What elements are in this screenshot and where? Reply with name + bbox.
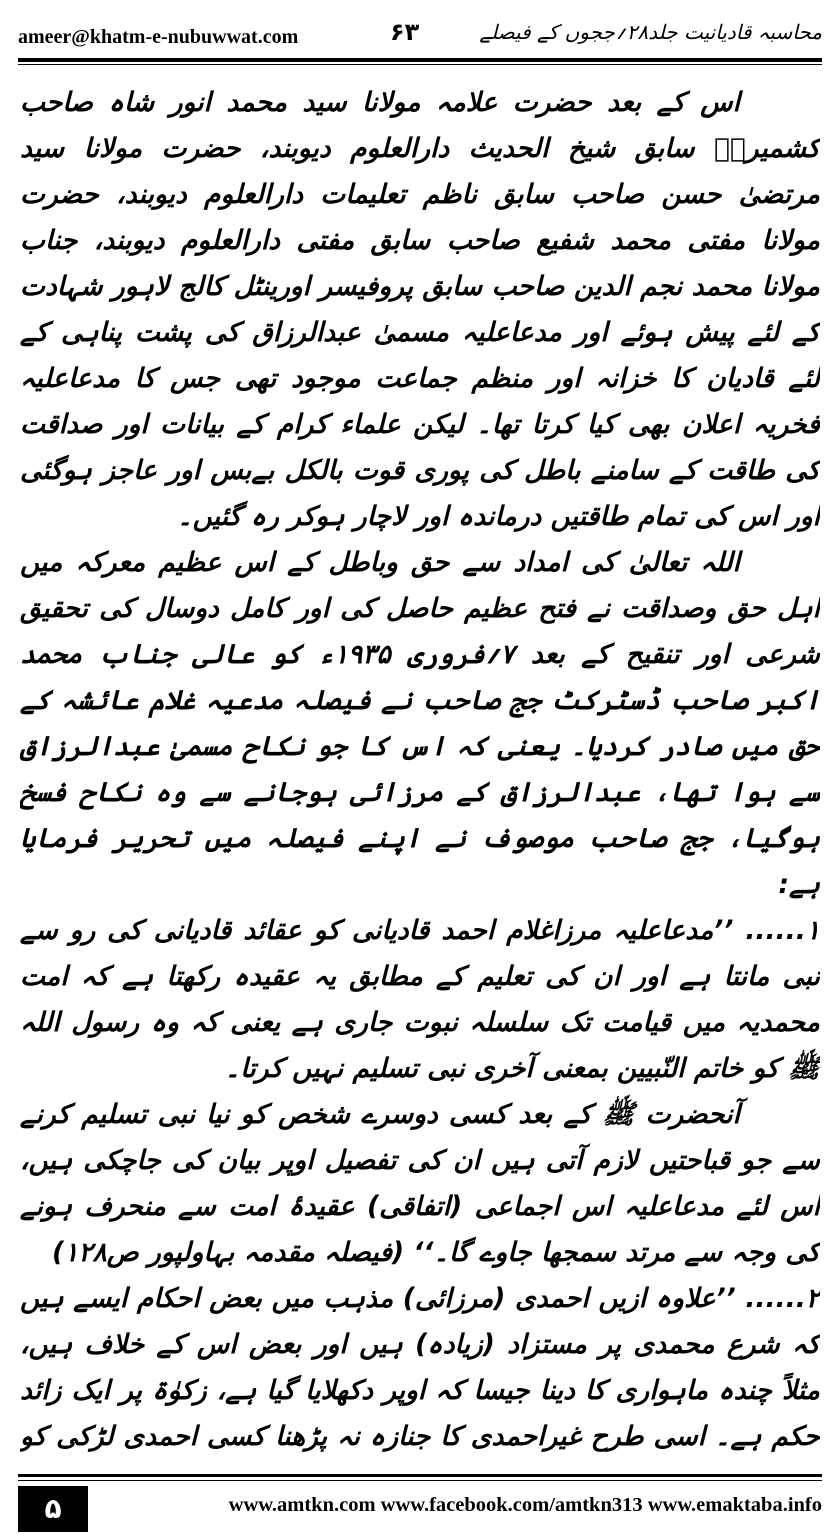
footer-rule-thin xyxy=(18,1480,822,1481)
footer-page-badge: ۵ xyxy=(18,1486,88,1532)
header-email: ameer@khatm-e-nubuwwat.com xyxy=(18,26,299,48)
paragraph-5: ۲...... ’’علاوہ ازیں احمدی (مرزائی) مذہب میں بعض احکام ایسے ہیں کہ شرع محمدی پر مستزاد (زیادہ) ہیں اور بعض اس کے خلاف ہیں، مثلاً چندہ ماہواری کا دینا جیسا کہ اوپر دکھلایا گیا ہے، زکوٰۃ پر ایک زائد حکم ہے۔ اسی طرح غیراحمدی کا جنازہ نہ پڑھنا کسی احمدی لڑکی کو xyxy=(20,1283,820,1452)
footer-links: www.amtkn.com www.facebook.com/amtkn313 www.emaktaba.info xyxy=(228,1494,822,1516)
paragraph-3: ۱...... ’’مدعاعلیہ مرزاغلام احمد قادیانی کو عقائد قادیانی کی رو سے نبی مانتا ہے اور ان کی تعلیم کے مطابق یہ عقیدہ رکھتا ہے کہ امت محمدیہ میں قیامت تک سلسلہ نبوت جاری ہے یعنی کہ وہ رسول اللہ ﷺ کو خاتم النّبیین بمعنی آخری نبی تسلیم نہیں کرتا۔ xyxy=(20,915,820,1084)
header-rule-thin xyxy=(18,64,822,65)
page-header xyxy=(18,14,822,58)
paragraph-4: آنحضرت ﷺ کے بعد کسی دوسرے شخص کو نیا نبی تسلیم کرنے سے جو قباحتیں لازم آتی ہیں ان کی تفصیل اوپر بیان کی جاچکی ہیں، اس لئے مدعاعلیہ اس اجماعی (اتفاقی) عقیدۂ امت سے منحرف ہونے کی وجہ سے مرتد سمجھا جاوے گا۔‘‘ (فیصلہ مقدمہ بہاولپور ص۱۲۸) xyxy=(20,1099,820,1268)
paragraph-2: اللہ تعالیٰ کی امداد سے حق وباطل کے اس عظیم معرکہ میں اہل حق وصداقت نے فتح عظیم حاصل کی اور کامل دوسال کی تحقیق شرعی اور تنقیح کے بعد ۷؍فروری ۱۹۳۵ء کو عالی جناب محمد اکبر صاحب ڈسٹرکٹ جج صاحب نے فیصلہ مدعیہ غلام عائشہ کے حق میں صادر کردیا۔ یعنی کہ اس کا جو نکاح مسمیٰ عبدالرزاق سے ہوا تھا، عبدالرزاق کے مرزائی ہوجانے سے وہ نکاح فسخ ہوگیا، جج صاحب موصوف نے اپنے فیصلہ میں تحریر فرمایا ہے: xyxy=(20,547,820,900)
footer-rule xyxy=(18,1474,822,1477)
header-title: محاسبہ قادیانیت جلد۲۸؍ججوں کے فیصلے xyxy=(479,20,822,44)
header-rule xyxy=(18,58,822,62)
document-body xyxy=(20,80,820,1468)
header-page-number: ۶۳ xyxy=(390,18,420,46)
paragraph-1: اس کے بعد حضرت علامہ مولانا سید محمد انور شاہ صاحب کشمیریؒ سابق شیخ الحدیث دارالعلوم دیوبند، حضرت مولانا سید مرتضیٰ حسن صاحب سابق ناظم تعلیمات دارالعلوم دیوبند، حضرت مولانا مفتی محمد شفیع صاحب سابق مفتی دارالعلوم دیوبند، جناب مولانا محمد نجم الدین صاحب سابق پروفیسر اورینٹل کالج لاہور شہادت کے لئے پیش ہوئے اور مدعاعلیہ مسمیٰ عبدالرزاق کی پشت پناہی کے لئے قادیان کا خزانہ اور منظم جماعت موجود تھی جس کا مدعاعلیہ فخریہ اعلان بھی کیا کرتا تھا۔ لیکن علماء کرام کے بیانات اور صداقت کی طاقت کے سامنے باطل کی پوری قوت بالکل بےبس اور عاجز ہوگئی اور اس کی تمام طاقتیں درماندہ اور لاچار ہوکر رہ گئیں۔ xyxy=(20,87,820,532)
